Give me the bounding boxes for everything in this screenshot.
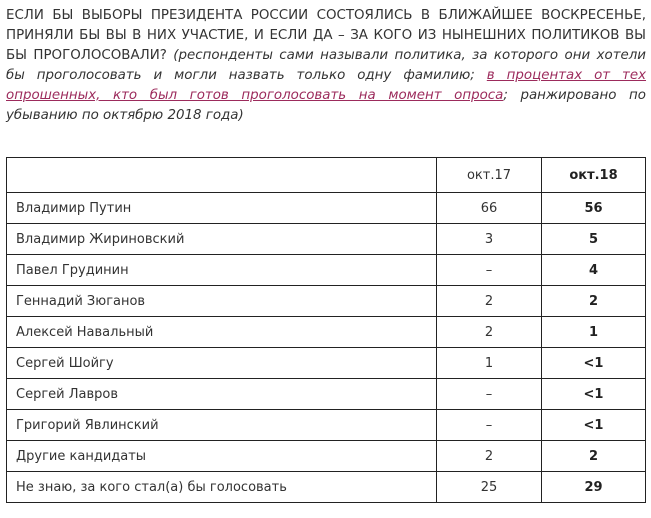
- candidate-name: Не знаю, за кого стал(а) бы голосовать: [7, 472, 437, 503]
- candidate-name: Сергей Лавров: [7, 379, 437, 410]
- question-title: ЕСЛИ БЫ ВЫБОРЫ ПРЕЗИДЕНТА РОССИИ СОСТОЯЛИСЬ В БЛИЖАЙШЕЕ ВОСКРЕСЕНЬЕ, ПРИНЯЛИ БЫ ВЫ В НИХ УЧАСТИЕ, И ЕСЛИ ДА – ЗА КОГО ИЗ НЫНЕШНИХ ПОЛИТИКОВ ВЫ БЫ ПРОГОЛОСОВАЛИ?: [6, 8, 646, 63]
- value-oct-17: –: [437, 379, 542, 410]
- value-oct-17: –: [437, 410, 542, 441]
- value-oct-18: 2: [542, 286, 646, 317]
- question-note: (респонденты сами называли политика, за которого они хотели бы проголосовать и могли назвать только одну фамилию;: [6, 48, 646, 83]
- table-row: [7, 286, 646, 317]
- candidate-name: Павел Грудинин: [7, 255, 437, 286]
- value-oct-18: <1: [542, 348, 646, 379]
- table-row: [7, 410, 646, 441]
- table-row: [7, 472, 646, 503]
- value-oct-18: 2: [542, 441, 646, 472]
- value-oct-17: 1: [437, 348, 542, 379]
- value-oct-17: 2: [437, 286, 542, 317]
- table-row: [7, 379, 646, 410]
- candidate-name: Другие кандидаты: [7, 441, 437, 472]
- value-oct-18: <1: [542, 410, 646, 441]
- value-oct-17: 25: [437, 472, 542, 503]
- value-oct-17: 66: [437, 193, 542, 224]
- candidate-name: Сергей Шойгу: [7, 348, 437, 379]
- poll-table: [6, 157, 646, 503]
- value-oct-18: 5: [542, 224, 646, 255]
- value-oct-18: 29: [542, 472, 646, 503]
- percent-basis-link[interactable]: в процентах от тех опрошенных, кто был готов проголосовать на момент опроса: [6, 68, 647, 103]
- header-oct-17: окт.17: [437, 158, 542, 193]
- table-row: [7, 255, 646, 286]
- candidate-name: Владимир Жириновский: [7, 224, 437, 255]
- value-oct-18: <1: [542, 379, 646, 410]
- table-row: [7, 193, 646, 224]
- value-oct-17: 2: [437, 441, 542, 472]
- header-oct-18: окт.18: [542, 158, 646, 193]
- candidate-name: Геннадий Зюганов: [7, 286, 437, 317]
- table-header-row: [7, 158, 646, 193]
- value-oct-17: 2: [437, 317, 542, 348]
- value-oct-18: 56: [542, 193, 646, 224]
- header-candidate: [7, 158, 437, 193]
- value-oct-17: –: [437, 255, 542, 286]
- candidate-name: Григорий Явлинский: [7, 410, 437, 441]
- table-row: [7, 224, 646, 255]
- candidate-name: Алексей Навальный: [7, 317, 437, 348]
- table-row: [7, 317, 646, 348]
- value-oct-18: 4: [542, 255, 646, 286]
- value-oct-17: 3: [437, 224, 542, 255]
- candidate-name: Владимир Путин: [7, 193, 437, 224]
- value-oct-18: 1: [542, 317, 646, 348]
- table-row: [7, 348, 646, 379]
- question-tail: ; ранжировано по убыванию по октябрю 2018 года): [6, 88, 646, 123]
- table-row: [7, 441, 646, 472]
- question-text: [6, 6, 646, 126]
